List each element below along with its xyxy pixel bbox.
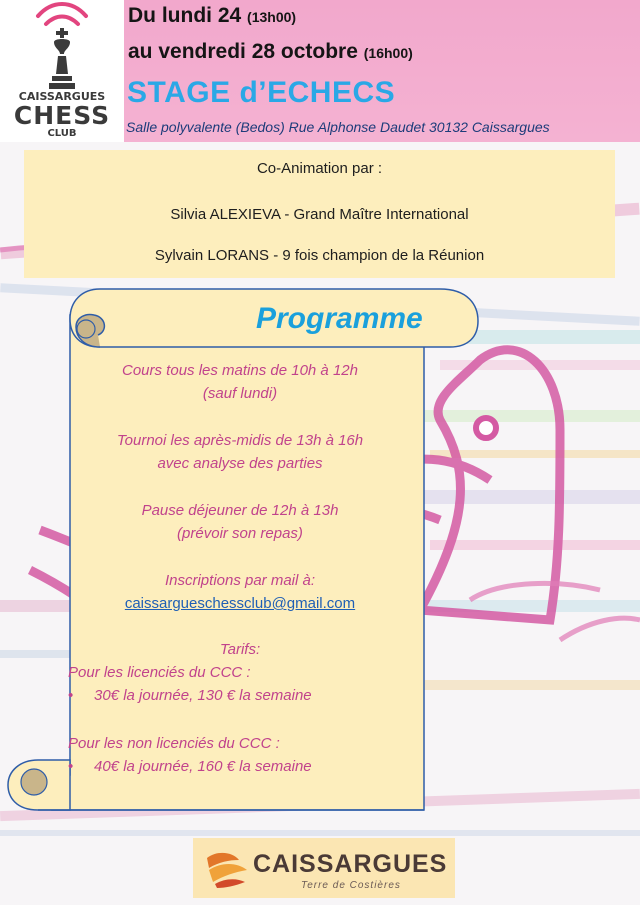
footer-name: CAISSARGUES (253, 850, 448, 878)
footer-subtitle: Terre de Costières (301, 880, 401, 891)
programme-item-courses (70, 359, 410, 405)
programme-title: Programme (256, 302, 423, 335)
coanimation-heading: Co-Animation par : (256, 160, 383, 177)
tarif-non-licencies-heading: Pour les non licenciés du CCC : (68, 735, 280, 752)
tarif-licencies-heading: Pour les licenciés du CCC : (68, 664, 251, 681)
logo-line1: CAISSARGUES (18, 90, 106, 103)
courses-line-2: (sauf lundi) (202, 385, 278, 402)
lunch-line-1: Pause déjeuner de 12h à 13h (141, 502, 339, 519)
coanimation-box (24, 150, 615, 278)
email-link[interactable]: caissargueschessclub@gmail.com (124, 595, 356, 612)
logo-line2: CHESS (13, 101, 111, 130)
date-end-time: (16h00) (363, 45, 413, 61)
tarif-licencies-price-text: 30€ la journée, 130 € la semaine (94, 687, 312, 704)
club-logo (0, 0, 124, 142)
bullet: • (68, 687, 74, 704)
tarif-non-licencies-price (68, 755, 312, 778)
coanimation-person-2: Sylvain LORANS - 9 fois champion de la Réunion (154, 247, 485, 264)
wifi-chess-king-icon (30, 2, 94, 92)
date-start-time: (13h00) (247, 9, 297, 25)
tournament-line-1: Tournoi les après-midis de 13h à 16h (116, 432, 364, 449)
date-end (128, 40, 413, 64)
tournament-line-2: avec analyse des parties (157, 455, 323, 472)
date-start-text: Du lundi 24 (128, 4, 242, 27)
date-start (128, 4, 296, 28)
caissargues-emblem-icon (203, 848, 251, 890)
page-title: STAGE d’ECHECS (127, 76, 396, 109)
caissargues-logo (193, 838, 455, 898)
lunch-line-2: (prévoir son repas) (177, 525, 303, 542)
registration-label: Inscriptions par mail à: (164, 572, 316, 589)
bullet: • (68, 758, 74, 775)
date-end-text: au vendredi 28 octobre (128, 40, 358, 63)
programme-item-registration (70, 569, 410, 615)
tarif-licencies-price (68, 684, 312, 707)
programme-item-lunch (70, 499, 410, 545)
courses-line-1: Cours tous les matins de 10h à 12h (122, 362, 358, 379)
logo-line3: CLUB (47, 128, 77, 139)
tarifs-heading: Tarifs: (219, 641, 261, 658)
coanimation-person-1: Silvia ALEXIEVA - Grand Maître International (170, 206, 469, 223)
venue-address: Salle polyvalente (Bedos) Rue Alphonse Daudet 30132 Caissargues (126, 119, 550, 135)
tarif-non-licencies-price-text: 40€ la journée, 160 € la semaine (94, 758, 312, 775)
programme-item-tournament (70, 429, 410, 475)
